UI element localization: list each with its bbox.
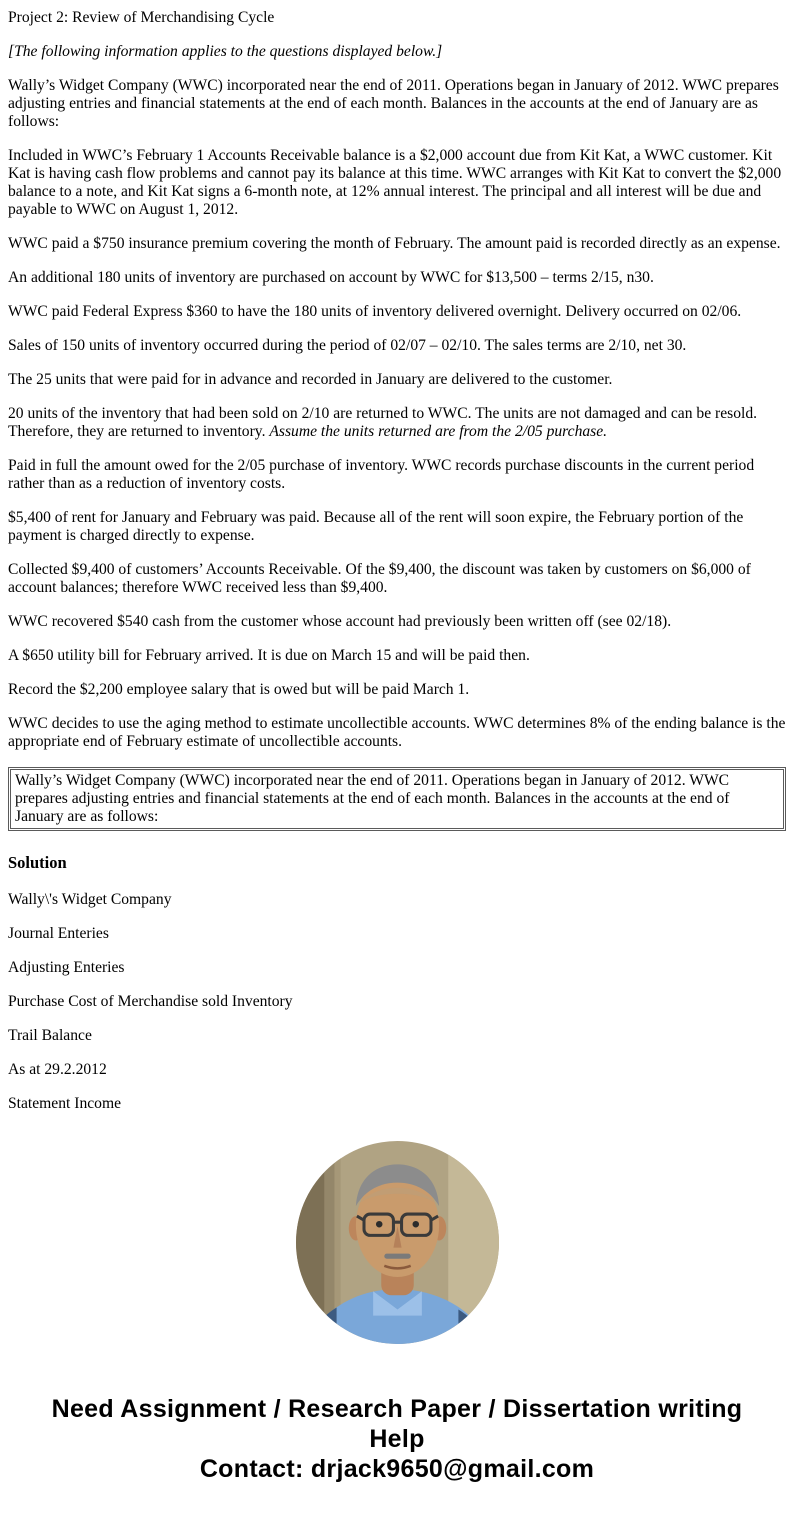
solution-line-journal: Journal Enteries bbox=[8, 925, 109, 942]
quote-box-text: Wally’s Widget Company (WWC) incorporated near the end of 2011. Operations began in January of 2012. WWC prepares adjusting entries and financial statements at the end of each month. Balances in the accounts at the end of January are as follows: bbox=[15, 772, 730, 825]
paragraph-insurance: WWC paid a $750 insurance premium covering the month of February. The amount paid is recorded directly as an expense. bbox=[8, 235, 781, 252]
help-banner bbox=[47, 1394, 747, 1484]
paragraph-intro: Wally’s Widget Company (WWC) incorporated near the end of 2011. Operations began in January of 2012. WWC prepares adjusting entries and financial statements at the end of each month. Balances in the accounts at the end of January are as follows: bbox=[8, 77, 779, 130]
paragraph-utility: A $650 utility bill for February arrived. It is due on March 15 and will be paid then. bbox=[8, 647, 530, 664]
paragraph-collections: Collected $9,400 of customers’ Accounts Receivable. Of the $9,400, the discount was taken by customers on $6,000 of account balances; therefore WWC received less than $9,400. bbox=[8, 561, 751, 596]
solution-heading: Solution bbox=[8, 853, 67, 872]
paragraph-rent: $5,400 of rent for January and February was paid. Because all of the rent will soon expire, the February portion of the payment is charged directly to expense. bbox=[8, 509, 744, 544]
help-banner-text: Need Assignment / Research Paper / Dissertation writing Help bbox=[51, 1395, 743, 1453]
paragraph-returns-assumption: Assume the units returned are from the 2/05 purchase. bbox=[269, 423, 608, 440]
paragraph-advance-units: The 25 units that were paid for in advance and recorded in January are delivered to the customer. bbox=[8, 371, 613, 388]
quote-box bbox=[8, 767, 786, 831]
paragraph-recovery: WWC recovered $540 cash from the customer whose account had previously been written off (see 02/18). bbox=[8, 613, 672, 630]
solution-line-purchase-cost: Purchase Cost of Merchandise sold Inventory bbox=[8, 993, 293, 1010]
paragraph-salary: Record the $2,200 employee salary that is owed but will be paid March 1. bbox=[8, 681, 470, 698]
paragraph-payment: Paid in full the amount owed for the 2/05 purchase of inventory. WWC records purchase discounts in the current period rather than as a reduction of inventory costs. bbox=[8, 457, 755, 492]
profile-photo-illustration bbox=[296, 1141, 499, 1344]
paragraph-returns-text: 20 units of the inventory that had been sold on 2/10 are returned to WWC. The units are not damaged and can be resold. Therefore, they are returned to inventory. bbox=[8, 405, 758, 440]
profile-photo bbox=[296, 1141, 499, 1344]
paragraph-freight: WWC paid Federal Express $360 to have the 180 units of inventory delivered overnight. Delivery occurred on 02/06. bbox=[8, 303, 742, 320]
paragraph-returns bbox=[8, 405, 786, 441]
paragraph-inventory-purchase: An additional 180 units of inventory are purchased on account by WWC for $13,500 – terms 2/15, n30. bbox=[8, 269, 654, 286]
paragraph-note-receivable: Included in WWC’s February 1 Accounts Receivable balance is a $2,000 account due from Kit Kat, a WWC customer. Kit Kat is having cash flow problems and cannot pay its balance at this time. WWC arranges with Kit Kat to convert the $2,000 balance to a note, and Kit Kat signs a 6-month note, at 12% annual interest. The principal and all interest will be due and payable to WWC on August 1, 2012. bbox=[8, 147, 782, 218]
paragraph-sales: Sales of 150 units of inventory occurred during the period of 02/07 – 02/10. The sales terms are 2/10, net 30. bbox=[8, 337, 687, 354]
info-note: [The following information applies to the questions displayed below.] bbox=[8, 43, 443, 60]
solution-line-date: As at 29.2.2012 bbox=[8, 1061, 107, 1078]
paragraph-aging-method: WWC decides to use the aging method to estimate uncollectible accounts. WWC determines 8% of the ending balance is the appropriate end of February estimate of uncollectible accounts. bbox=[8, 715, 786, 750]
solution-line-adjusting: Adjusting Enteries bbox=[8, 959, 125, 976]
help-banner-contact: Contact: drjack9650@gmail.com bbox=[199, 1455, 595, 1483]
solution-line-company: Wally\'s Widget Company bbox=[8, 891, 172, 908]
solution-line-income-statement: Statement Income bbox=[8, 1095, 122, 1112]
solution-line-trial-balance: Trail Balance bbox=[8, 1027, 92, 1044]
page-title: Project 2: Review of Merchandising Cycle bbox=[8, 9, 275, 26]
